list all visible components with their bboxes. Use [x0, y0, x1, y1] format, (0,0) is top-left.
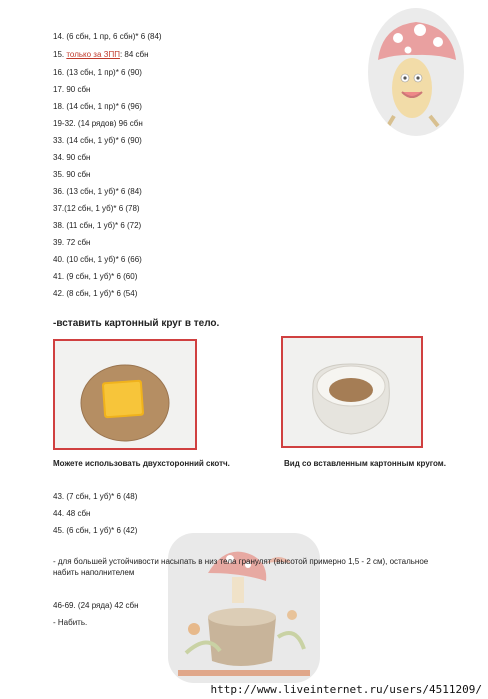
mushroom-watermark-top: [368, 8, 464, 136]
row-43: 43. (7 сбн, 1 уб)* 6 (48): [53, 492, 138, 501]
row-15: 15. только за ЗПП: 84 сбн: [53, 50, 149, 59]
cardboard-tape-icon: [55, 341, 195, 448]
row-44: 44. 48 сбн: [53, 509, 91, 518]
row-16: 16. (13 сбн, 1 пр)* 6 (90): [53, 68, 142, 77]
row-19-32: 19-32. (14 рядов) 96 сбн: [53, 119, 143, 128]
row-18: 18. (14 сбн, 1 пр)* 6 (96): [53, 102, 142, 111]
row-36: 36. (13 сбн, 1 уб)* 6 (84): [53, 187, 142, 196]
watermark-url: http://www.liveinternet.ru/users/4511209/: [210, 683, 482, 696]
caption-left: Можете использовать двухсторонний скотч.: [53, 459, 230, 468]
row-46-69: 46-69. (24 ряда) 42 сбн: [53, 601, 139, 610]
row-34: 34. 90 сбн: [53, 153, 91, 162]
stuff-instruction: - Набить.: [53, 618, 88, 627]
row-42: 42. (8 сбн, 1 уб)* 6 (54): [53, 289, 138, 298]
row-41: 41. (9 сбн, 1 уб)* 6 (60): [53, 272, 138, 281]
photo-cardboard-circle: [53, 339, 197, 450]
caption-right: Вид со вставленным картонным кругом.: [284, 459, 446, 468]
photo-body-with-circle: [281, 336, 423, 448]
zpp-link[interactable]: только за ЗПП: [66, 50, 120, 59]
mushroom-character-icon: [368, 8, 464, 136]
section-heading: -вставить картонный круг в тело.: [53, 318, 220, 329]
row-17: 17. 90 сбн: [53, 85, 91, 94]
stability-note: - для большей устойчивости насыпать в низ тела гранулят (высотой примерно 1,5 - 2 см), остальное набить наполнителем: [53, 557, 429, 577]
row-35: 35. 90 сбн: [53, 170, 91, 179]
row-37: 37.(12 сбн, 1 уб)* 6 (78): [53, 204, 140, 213]
row-40: 40. (10 сбн, 1 уб)* 6 (66): [53, 255, 142, 264]
row-38: 38. (11 сбн, 1 уб)* 6 (72): [53, 221, 142, 230]
row-45: 45. (6 сбн, 1 уб)* 6 (42): [53, 526, 138, 535]
row-33: 33. (14 сбн, 1 уб)* 6 (90): [53, 136, 142, 145]
crochet-body-icon: [283, 338, 421, 446]
row-14: 14. (6 сбн, 1 пр, 6 сбн)* 6 (84): [53, 32, 162, 41]
row-39: 39. 72 сбн: [53, 238, 91, 247]
